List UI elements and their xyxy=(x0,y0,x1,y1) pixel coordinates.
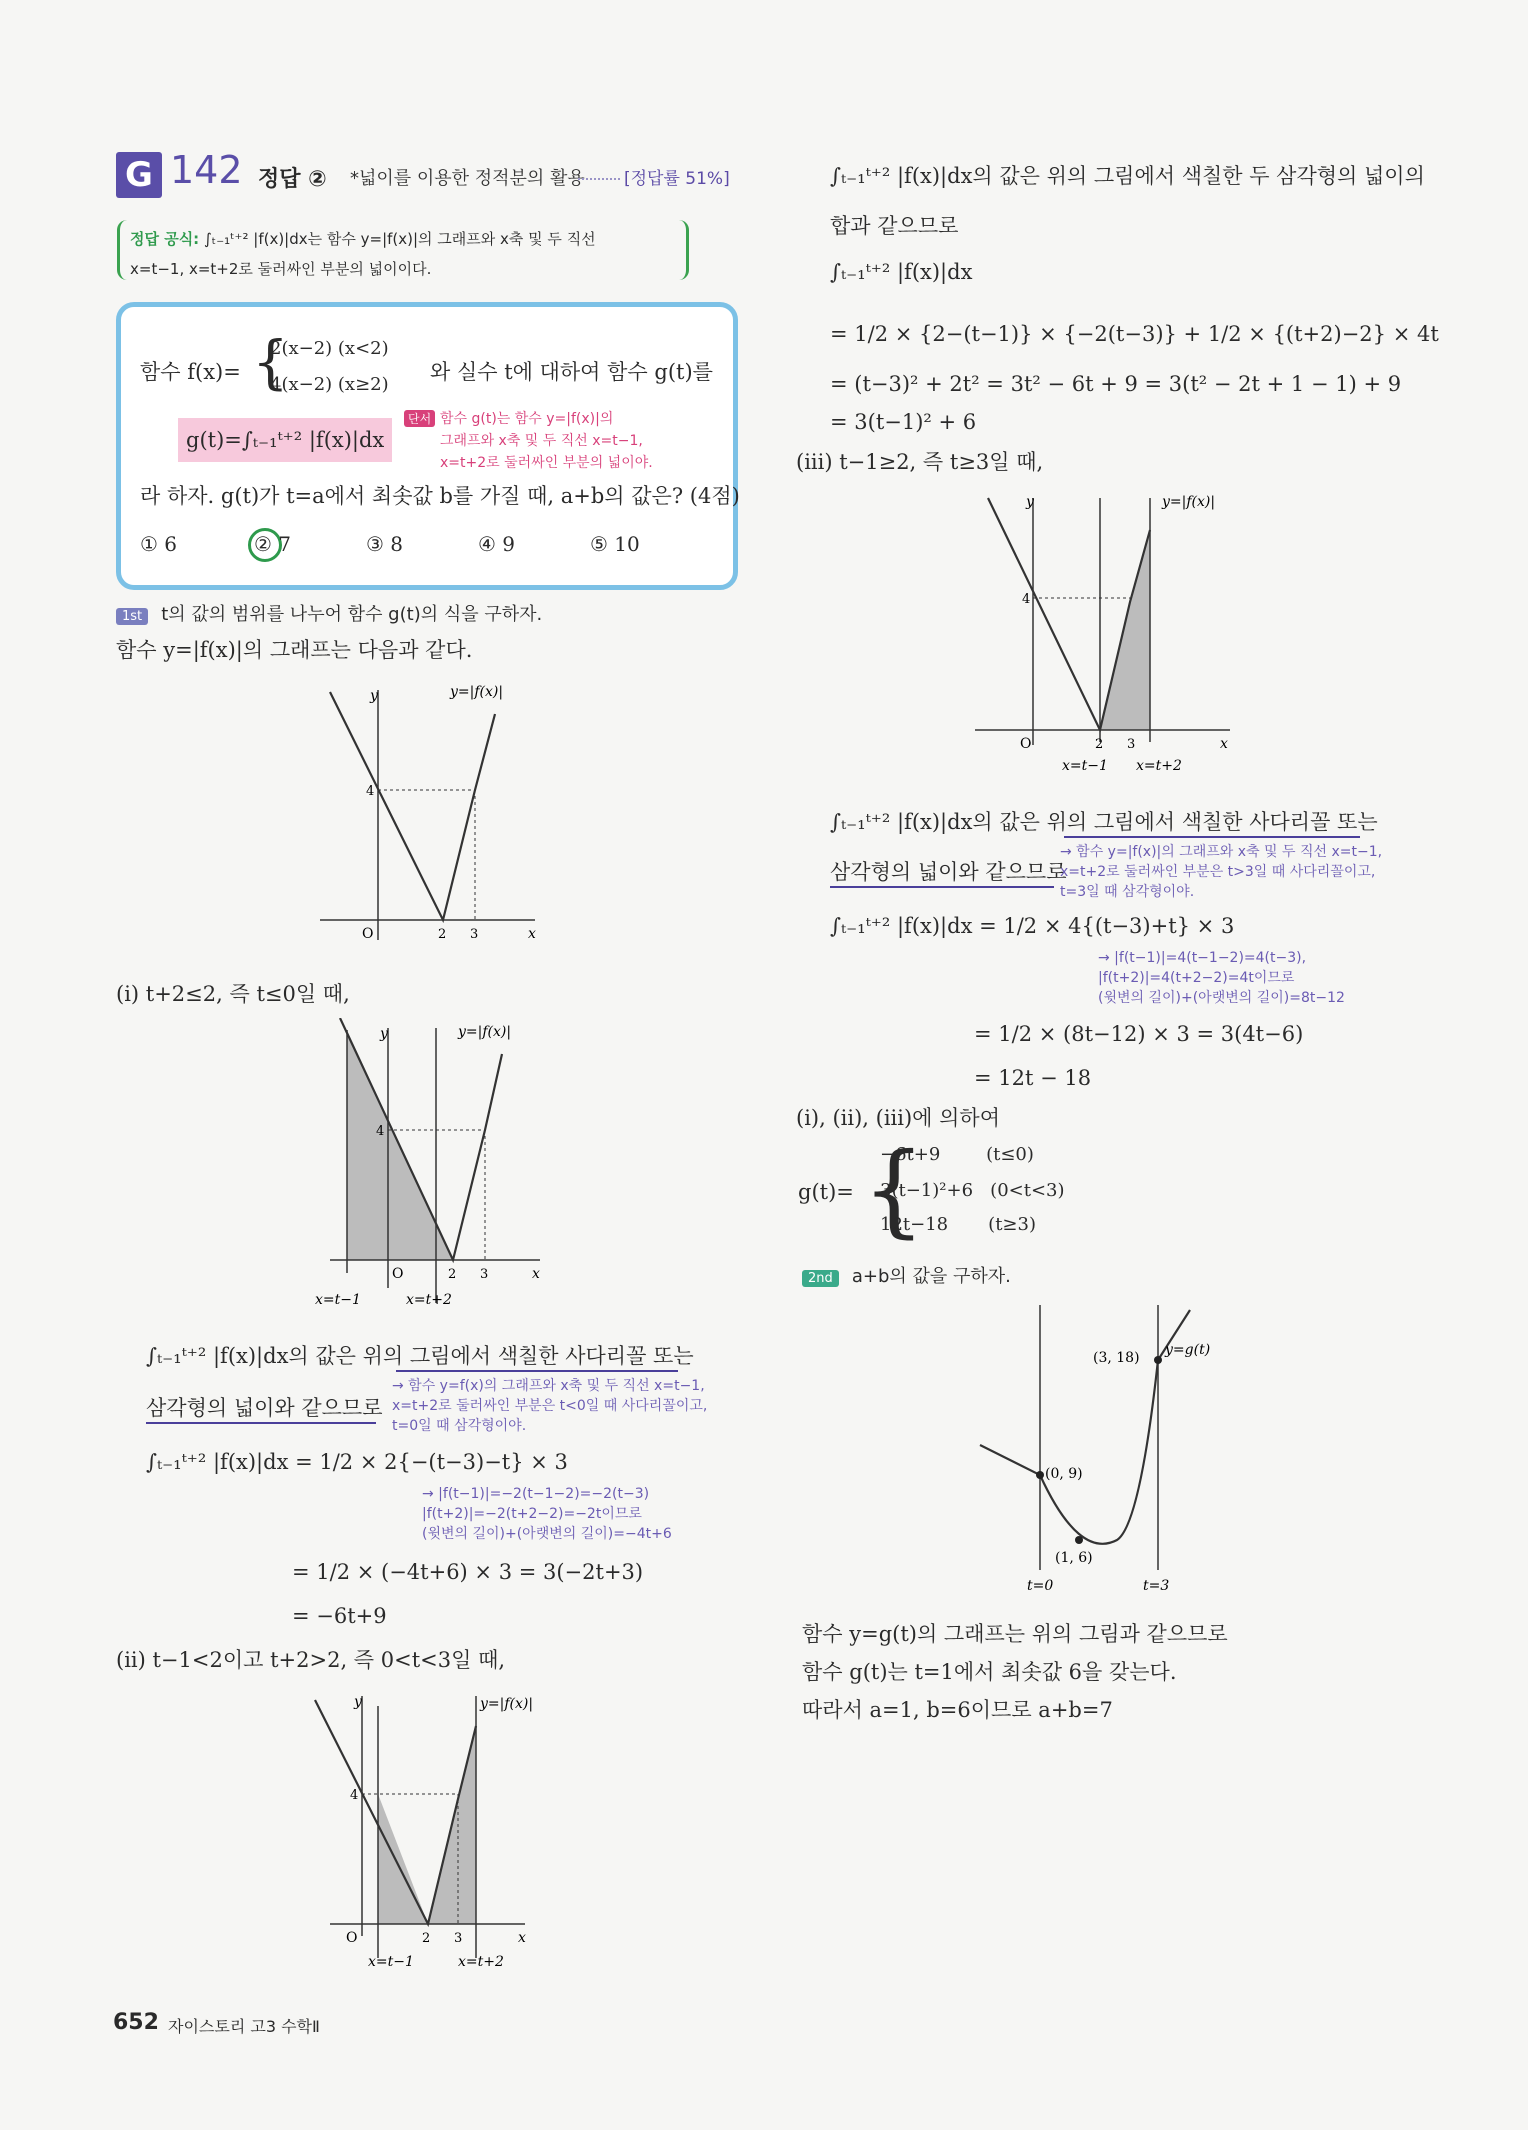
case-1: 2(x−2) (x<2) xyxy=(270,338,389,359)
hint-1: 함수 g(t)는 함수 y=|f(x)|의 xyxy=(440,411,614,427)
combine-text: (i), (ii), (iii)에 의하여 xyxy=(796,1106,1000,1130)
para3a: ∫ₜ₋₁ᵗ⁺² |f(x)|dx의 값은 위의 그림에서 색칠한 사다리꼴 또는 xyxy=(830,810,1378,834)
para3b-underline xyxy=(830,886,1054,888)
g2-origin: O xyxy=(392,1266,404,1282)
g4-right-line: x=t+2 xyxy=(1136,758,1182,774)
step2-row xyxy=(802,1262,1011,1288)
note1-line1: → 함수 y=f(x)의 그래프와 x축 및 두 직선 x=t−1, xyxy=(392,1378,705,1394)
problem-number: 142 xyxy=(170,148,243,192)
note3-line1: → 함수 y=|f(x)|의 그래프와 x축 및 두 직선 x=t−1, xyxy=(1060,844,1383,860)
para2a: ∫ₜ₋₁ᵗ⁺² |f(x)|dx의 값은 위의 그림에서 색칠한 두 삼각형의 넓이의 xyxy=(830,164,1425,188)
note3-line2: x=t+2로 둘러싸인 부분은 t>3일 때 사다리꼴이고, xyxy=(1060,864,1376,880)
graph-g xyxy=(975,1300,1215,1600)
g-definition: g(t)=∫ₜ₋₁ᵗ⁺² |f(x)|dx xyxy=(178,418,392,462)
g1-tick-2: 2 xyxy=(438,927,447,942)
g5-t0: t=0 xyxy=(1027,1578,1054,1594)
g3-tick-2: 2 xyxy=(422,1931,431,1946)
g3-right-line: x=t+2 xyxy=(458,1954,504,1970)
step1-row xyxy=(116,600,542,626)
g5-pt-16: (1, 6) xyxy=(1055,1550,1093,1566)
case-iii: (iii) t−1≥2, 즉 t≥3일 때, xyxy=(796,450,1044,474)
eq2: = 1/2 × (−4t+6) × 3 = 3(−2t+3) xyxy=(292,1560,644,1584)
para1b-underline xyxy=(146,1422,376,1424)
problem-intro: 함수 f(x)= xyxy=(140,360,241,384)
g3-y-label: y xyxy=(354,1694,362,1710)
graph-case-i xyxy=(310,1018,550,1313)
choice-4[interactable]: ④ 9 xyxy=(478,532,516,556)
hint-3: x=t+2로 둘러싸인 부분의 넓이야. xyxy=(440,455,653,471)
note2 xyxy=(422,1484,672,1544)
step2-text: a+b의 값을 구하자. xyxy=(851,1266,1011,1287)
brace-open: { xyxy=(252,328,289,396)
g4-x-label: x xyxy=(1220,736,1228,752)
g1-curve-label: y=|f(x)| xyxy=(450,684,504,700)
g2-curve-label: y=|f(x)| xyxy=(458,1024,512,1040)
page-number: 652 xyxy=(113,2010,159,2035)
choice-3[interactable]: ③ 8 xyxy=(366,532,404,556)
conclusion-3: 따라서 a=1, b=6이므로 a+b=7 xyxy=(802,1698,1113,1722)
g5-curve-label: y=g(t) xyxy=(1165,1342,1211,1358)
note2-line3: (윗변의 길이)+(아랫변의 길이)=−4t+6 xyxy=(422,1526,672,1542)
book-title: 자이스토리 고3 수학Ⅱ xyxy=(168,2017,320,2036)
section-badge: G xyxy=(116,152,162,198)
choice-5[interactable]: ⑤ 10 xyxy=(590,532,640,556)
eq4: ∫ₜ₋₁ᵗ⁺² |f(x)|dx xyxy=(830,260,973,284)
dotted-leader xyxy=(578,178,620,180)
graph-case-ii xyxy=(310,1686,550,1976)
graph-abs-f xyxy=(310,680,550,950)
g-case-1: −6t+9 (t≤0) xyxy=(880,1144,1034,1165)
note3-line3: t=3일 때 삼각형이야. xyxy=(1060,884,1195,900)
g5-pt-09: (0, 9) xyxy=(1045,1466,1083,1482)
choice-1[interactable]: ① 6 xyxy=(140,532,178,556)
step1-text: t의 값의 범위를 나누어 함수 g(t)의 식을 구하자. xyxy=(161,604,543,625)
g1-x-label: x xyxy=(528,926,536,942)
para3b: 삼각형의 넓이와 같으므로 xyxy=(830,860,1067,884)
note4-line1: → |f(t−1)|=4(t−1−2)=4(t−3), xyxy=(1098,950,1307,966)
note4 xyxy=(1098,948,1345,1008)
case-ii: (ii) t−1<2이고 t+2>2, 즉 0<t<3일 때, xyxy=(116,1648,506,1672)
answer-label: 정답 ② xyxy=(258,167,327,192)
step2-badge: 2nd xyxy=(802,1270,839,1287)
problem-intro-post: 와 실수 t에 대하여 함수 g(t)를 xyxy=(430,360,713,384)
g3-tick-4: 4 xyxy=(350,1788,359,1803)
note4-line3: (윗변의 길이)+(아랫변의 길이)=8t−12 xyxy=(1098,990,1345,1006)
g1-y-label: y xyxy=(370,688,378,704)
formula-line-2: x=t−1, x=t+2로 둘러싸인 부분의 넓이이다. xyxy=(130,260,432,278)
hint-badge: 단서 xyxy=(404,410,435,427)
eq3: = −6t+9 xyxy=(292,1604,387,1628)
step1-badge: 1st xyxy=(116,608,148,625)
g2-x-label: x xyxy=(532,1266,540,1282)
note1-line3: t=0일 때 삼각형이야. xyxy=(392,1418,527,1434)
case-2: 4(x−2) (x≥2) xyxy=(270,374,389,395)
case-i: (i) t+2≤2, 즉 t≤0일 때, xyxy=(116,982,350,1006)
choice-2[interactable]: ② 7 xyxy=(254,532,292,556)
g2-tick-4: 4 xyxy=(376,1124,385,1139)
para1a-underline xyxy=(396,1370,678,1372)
topic-label: *넓이를 이용한 정적분의 활용 xyxy=(350,168,585,189)
eq6: = (t−3)² + 2t² = 3t² − 6t + 9 = 3(t² − 2t + 1 − 1) + 9 xyxy=(830,372,1402,396)
g1-origin: O xyxy=(362,926,374,942)
eq7: = 3(t−1)² + 6 xyxy=(830,410,977,434)
g2-right-line: x=t+2 xyxy=(406,1292,452,1308)
g1-tick-4: 4 xyxy=(366,784,375,799)
formula-text-1: ∫ₜ₋₁ᵗ⁺² |f(x)|dx는 함수 y=|f(x)|의 그래프와 x축 및 두 직선 xyxy=(203,230,596,248)
g3-tick-3: 3 xyxy=(454,1931,463,1946)
formula-label: 정답 공식: xyxy=(130,230,200,248)
g2-tick-2: 2 xyxy=(448,1267,457,1282)
g-cases-label: g(t)= xyxy=(798,1180,854,1204)
g1-tick-3: 3 xyxy=(470,927,479,942)
g-case-2: 3(t−1)²+6 (0<t<3) xyxy=(880,1180,1065,1201)
g4-tick-2: 2 xyxy=(1095,737,1104,752)
g3-left-line: x=t−1 xyxy=(368,1954,414,1970)
formula-line-1 xyxy=(130,228,596,249)
note4-line2: |f(t+2)|=4(t+2−2)=4t이므로 xyxy=(1098,970,1295,986)
g4-tick-3: 3 xyxy=(1127,737,1136,752)
para1a: ∫ₜ₋₁ᵗ⁺² |f(x)|dx의 값은 위의 그림에서 색칠한 사다리꼴 또는 xyxy=(146,1344,694,1368)
g2-y-label: y xyxy=(380,1026,388,1042)
question-text: 라 하자. g(t)가 t=a에서 최솟값 b를 가질 때, a+b의 값은? (4점) xyxy=(140,484,740,508)
g4-y-label: y xyxy=(1026,494,1034,510)
eq1: ∫ₜ₋₁ᵗ⁺² |f(x)|dx = 1/2 × 2{−(t−3)−t} × 3 xyxy=(146,1450,568,1474)
hint-2: 그래프와 x축 및 두 직선 x=t−1, xyxy=(440,433,643,449)
g3-origin: O xyxy=(346,1930,358,1946)
note1-line2: x=t+2로 둘러싸인 부분은 t<0일 때 사다리꼴이고, xyxy=(392,1398,708,1414)
graph-case-iii xyxy=(970,490,1240,780)
para3a-underline xyxy=(1064,836,1360,838)
g3-curve-label: y=|f(x)| xyxy=(480,1696,534,1712)
conclusion-2: 함수 g(t)는 t=1에서 최솟값 6을 갖는다. xyxy=(802,1660,1177,1684)
para2b: 합과 같으므로 xyxy=(830,214,959,238)
g2-left-line: x=t−1 xyxy=(315,1292,361,1308)
note2-line1: → |f(t−1)|=−2(t−1−2)=−2(t−3) xyxy=(422,1486,650,1502)
g5-t3: t=3 xyxy=(1143,1578,1170,1594)
g5-pt-318: (3, 18) xyxy=(1093,1350,1140,1366)
g4-left-line: x=t−1 xyxy=(1062,758,1108,774)
conclusion-1: 함수 y=g(t)의 그래프는 위의 그림과 같으므로 xyxy=(802,1622,1228,1646)
note1 xyxy=(392,1376,707,1436)
g-case-3: 12t−18 (t≥3) xyxy=(880,1214,1036,1235)
note2-line2: |f(t+2)|=−2(t+2−2)=−2t이므로 xyxy=(422,1506,642,1522)
correct-rate: [정답률 51%] xyxy=(624,169,730,189)
g4-tick-4: 4 xyxy=(1022,592,1031,607)
g-cases-brace: { xyxy=(862,1131,926,1248)
g2-tick-3: 3 xyxy=(480,1267,489,1282)
eq8: ∫ₜ₋₁ᵗ⁺² |f(x)|dx = 1/2 × 4{(t−3)+t} × 3 xyxy=(830,914,1235,938)
para1b: 삼각형의 넓이와 같으므로 xyxy=(146,1396,383,1420)
g3-x-label: x xyxy=(518,1930,526,1946)
graph-intro: 함수 y=|f(x)|의 그래프는 다음과 같다. xyxy=(116,638,473,662)
g4-origin: O xyxy=(1020,736,1032,752)
eq9: = 1/2 × (8t−12) × 3 = 3(4t−6) xyxy=(974,1022,1304,1046)
g4-curve-label: y=|f(x)| xyxy=(1162,494,1216,510)
eq5: = 1/2 × {2−(t−1)} × {−2(t−3)} + 1/2 × {(t+2)−2} × 4t xyxy=(830,322,1439,346)
eq10: = 12t − 18 xyxy=(974,1066,1092,1090)
note3 xyxy=(1060,842,1382,902)
